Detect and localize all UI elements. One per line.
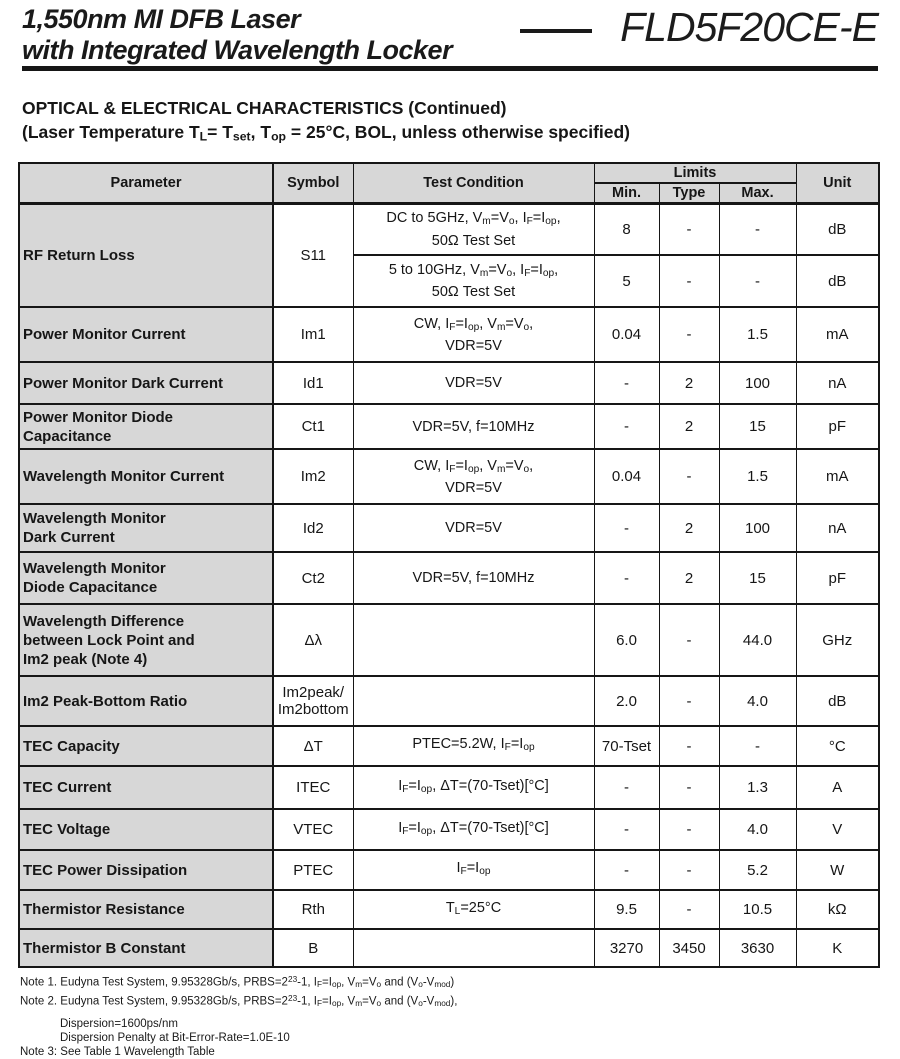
document-header (22, 0, 878, 66)
condition-cell (353, 676, 594, 726)
type-cell: - (659, 809, 719, 850)
type-cell: - (659, 307, 719, 362)
max-cell: 100 (719, 362, 796, 404)
footnote-3: Note 3: See Table 1 Wavelength Table (20, 1046, 215, 1059)
type-cell: 3450 (659, 929, 719, 967)
min-cell: 5 (594, 255, 659, 307)
table-row (19, 850, 879, 890)
table-row (19, 890, 879, 929)
symbol-cell: Δλ (273, 604, 353, 676)
condition-cell (353, 604, 594, 676)
type-cell: - (659, 890, 719, 929)
symbol-cell: S11 (273, 203, 353, 307)
symbol-cell: Im1 (273, 307, 353, 362)
type-cell: - (659, 203, 719, 255)
max-cell: 15 (719, 404, 796, 449)
condition-cell: VDR=5V (353, 504, 594, 552)
min-cell: 9.5 (594, 890, 659, 929)
unit-cell: GHz (796, 604, 879, 676)
header-type: Type (659, 183, 719, 204)
symbol-cell: Id2 (273, 504, 353, 552)
symbol-cell: Ct1 (273, 404, 353, 449)
min-cell: - (594, 809, 659, 850)
unit-cell: kΩ (796, 890, 879, 929)
max-cell: 44.0 (719, 604, 796, 676)
unit-cell: nA (796, 504, 879, 552)
unit-cell: pF (796, 552, 879, 604)
max-cell: 1.5 (719, 307, 796, 362)
max-cell: 1.5 (719, 449, 796, 504)
parameter-cell: Thermistor Resistance (19, 890, 273, 929)
table-row (19, 362, 879, 404)
title-dash-rule (520, 29, 592, 33)
min-cell: 2.0 (594, 676, 659, 726)
header-test-condition: Test Condition (353, 163, 594, 204)
unit-cell: nA (796, 362, 879, 404)
table-row (19, 766, 879, 809)
header-parameter: Parameter (19, 163, 273, 204)
condition-cell: $I_F=I_{op}$, ΔT=(70-Tset)[°C] (353, 766, 594, 809)
symbol-cell: Im2peak/ Im2bottom (273, 676, 353, 726)
table-row (19, 203, 879, 255)
product-title-line2: with Integrated Wavelength Locker (22, 35, 453, 65)
max-cell: 4.0 (719, 676, 796, 726)
header-unit: Unit (796, 163, 879, 204)
max-cell: - (719, 726, 796, 766)
min-cell: - (594, 766, 659, 809)
parameter-cell: Wavelength Monitor Diode Capacitance (19, 552, 273, 604)
min-cell: 70-Tset (594, 726, 659, 766)
min-cell: - (594, 362, 659, 404)
table-row (19, 504, 879, 552)
parameter-cell: Thermistor B Constant (19, 929, 273, 967)
header-divider-rule (22, 66, 878, 71)
max-cell: 4.0 (719, 809, 796, 850)
condition-cell: $I_F=I_{op}$, ΔT=(70-Tset)[°C] (353, 809, 594, 850)
parameter-cell: Wavelength Monitor Dark Current (19, 504, 273, 552)
unit-cell: V (796, 809, 879, 850)
min-cell: 0.04 (594, 449, 659, 504)
type-cell: - (659, 850, 719, 890)
unit-cell: mA (796, 307, 879, 362)
min-cell: 6.0 (594, 604, 659, 676)
parameter-cell: Wavelength Monitor Current (19, 449, 273, 504)
footnote-1: Note 1. Eudyna Test System, 9.95328Gb/s, $PRBS=2^{23}-1$, $I_F=I_{op}$, $V_m=V_o$ and $(V_o-V_{mod})$ (20, 975, 455, 990)
type-cell: - (659, 604, 719, 676)
max-cell: 3630 (719, 929, 796, 967)
parameter-cell: Im2 Peak-Bottom Ratio (19, 676, 273, 726)
unit-cell: mA (796, 449, 879, 504)
unit-cell: W (796, 850, 879, 890)
max-cell: - (719, 203, 796, 255)
part-number: FLD5F20CE-E (620, 4, 878, 50)
symbol-cell: Rth (273, 890, 353, 929)
condition-cell: PTEC=5.2W, $I_F=I_{op}$ (353, 726, 594, 766)
parameter-cell: Power Monitor Dark Current (19, 362, 273, 404)
max-cell: 100 (719, 504, 796, 552)
type-cell: - (659, 449, 719, 504)
symbol-cell: Id1 (273, 362, 353, 404)
table-row (19, 307, 879, 362)
max-cell: 1.3 (719, 766, 796, 809)
type-cell: 2 (659, 404, 719, 449)
footnote-2: Note 2. Eudyna Test System, 9.95328Gb/s, $PRBS=2^{23}-1$, $I_F=I_{op}$, $V_m=V_o$ and $(V_o-V_{mod})$, (20, 994, 458, 1009)
max-cell: 15 (719, 552, 796, 604)
condition-cell: VDR=5V, f=10MHz (353, 404, 594, 449)
type-cell: - (659, 255, 719, 307)
type-cell: - (659, 726, 719, 766)
section-heading (22, 97, 878, 150)
min-cell: - (594, 504, 659, 552)
parameter-cell: Power Monitor Current (19, 307, 273, 362)
symbol-cell: PTEC (273, 850, 353, 890)
type-cell: - (659, 766, 719, 809)
min-cell: - (594, 552, 659, 604)
characteristics-table (18, 162, 880, 969)
min-cell: 8 (594, 203, 659, 255)
max-cell: - (719, 255, 796, 307)
footnote-2-dispersion: Dispersion=1600ps/nm (60, 1018, 178, 1031)
parameter-cell: RF Return Loss (19, 203, 273, 307)
header-limits: Limits (594, 163, 796, 183)
table-row (19, 676, 879, 726)
symbol-cell: B (273, 929, 353, 967)
min-cell: 3270 (594, 929, 659, 967)
product-title-line1: 1,550nm MI DFB Laser (22, 4, 301, 34)
header-max: Max. (719, 183, 796, 204)
table-row (19, 604, 879, 676)
header-symbol: Symbol (273, 163, 353, 204)
condition-cell: VDR=5V (353, 362, 594, 404)
unit-cell: K (796, 929, 879, 967)
condition-cell: DC to 5GHz, $V_m=V_o$, $I_F=I_{op}$, 50Ω Test Set (353, 203, 594, 255)
unit-cell: dB (796, 203, 879, 255)
type-cell: 2 (659, 362, 719, 404)
parameter-cell: Wavelength Difference between Lock Point and Im2 peak (Note 4) (19, 604, 273, 676)
symbol-cell: VTEC (273, 809, 353, 850)
section-title: OPTICAL & ELECTRICAL CHARACTERISTICS (Continued) (22, 98, 507, 118)
type-cell: 2 (659, 504, 719, 552)
type-cell: - (659, 676, 719, 726)
unit-cell: pF (796, 404, 879, 449)
condition-cell: 5 to 10GHz, $V_m=V_o$, $I_F=I_{op}$, 50Ω Test Set (353, 255, 594, 307)
condition-cell: $I_F=I_{op}$ (353, 850, 594, 890)
unit-cell: A (796, 766, 879, 809)
table-row (19, 809, 879, 850)
condition-cell: VDR=5V, f=10MHz (353, 552, 594, 604)
type-cell: 2 (659, 552, 719, 604)
min-cell: - (594, 404, 659, 449)
condition-cell: $T_L=25^\circ C$ (353, 890, 594, 929)
table-header (19, 163, 879, 204)
symbol-cell: Im2 (273, 449, 353, 504)
condition-cell (353, 929, 594, 967)
table-row (19, 552, 879, 604)
min-cell: 0.04 (594, 307, 659, 362)
footnotes (20, 973, 878, 1059)
parameter-cell: TEC Current (19, 766, 273, 809)
parameter-cell: TEC Capacity (19, 726, 273, 766)
parameter-cell: TEC Power Dissipation (19, 850, 273, 890)
unit-cell: dB (796, 676, 879, 726)
parameter-cell: TEC Voltage (19, 809, 273, 850)
condition-cell: CW, $I_F=I_{op}$, $V_m=V_o$, VDR=5V (353, 307, 594, 362)
unit-cell: dB (796, 255, 879, 307)
condition-cell: CW, $I_F=I_{op}$, $V_m=V_o$, VDR=5V (353, 449, 594, 504)
symbol-cell: ΔT (273, 726, 353, 766)
table-row (19, 404, 879, 449)
max-cell: 5.2 (719, 850, 796, 890)
footnote-2-dispersion-penalty: Dispersion Penalty at Bit-Error-Rate=1.0E-10 (60, 1032, 290, 1045)
unit-cell: °C (796, 726, 879, 766)
max-cell: 10.5 (719, 890, 796, 929)
parameter-cell: Power Monitor Diode Capacitance (19, 404, 273, 449)
table-row (19, 726, 879, 766)
header-min: Min. (594, 183, 659, 204)
symbol-cell: Ct2 (273, 552, 353, 604)
symbol-cell: ITEC (273, 766, 353, 809)
min-cell: - (594, 850, 659, 890)
table-row (19, 449, 879, 504)
table-row (19, 929, 879, 967)
section-subtitle: (Laser Temperature $T_L= T_{set}$, $T_{op} = 25^\circ C$, BOL, unless otherwise specified) (22, 122, 631, 144)
